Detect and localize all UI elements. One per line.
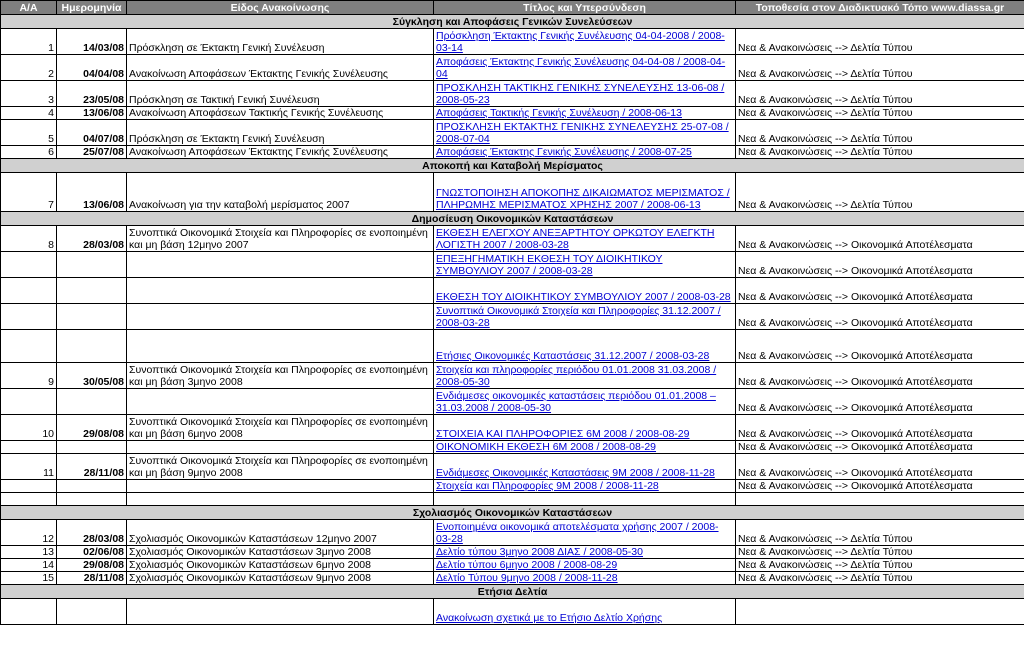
cell-date: 14/03/08 <box>57 29 127 55</box>
cell-index: 8 <box>1 226 57 252</box>
cell-location: Νεα & Ανακοινώσεις --> Οικονομικά Αποτέλεσματα <box>736 441 1024 454</box>
cell-index: 13 <box>1 546 57 559</box>
announcement-link[interactable]: ΕΠΕΞΗΓΗΜΑΤΙΚΗ ΕΚΘΕΣΗ ΤΟΥ ΔΙΟΙΚΗΤΙΚΟΥ ΣΥΜΒΟΥΛΙΟΥ 2007 / 2008-03-28 <box>436 253 663 277</box>
cell-date: 28/03/08 <box>57 520 127 546</box>
table-row <box>1 173 1024 212</box>
section-header-row <box>1 15 1024 29</box>
cell-kind <box>127 480 434 493</box>
cell-location: Νεα & Ανακοινώσεις --> Οικονομικά Αποτέλεσματα <box>736 304 1024 330</box>
cell-location: Νεα & Ανακοινώσεις --> Οικονομικά Αποτέλεσματα <box>736 454 1024 480</box>
announcement-link[interactable]: Αποφάσεις Έκτακτης Γενικής Συνέλευσης 04-04-08 / 2008-04-04 <box>436 56 726 80</box>
cell-kind: Ανακοίνωση Αποφάσεων Έκτακτης Γενικής Συνέλευσης <box>127 146 434 159</box>
cell-title-link <box>434 415 736 441</box>
announcement-link[interactable]: ΣΤΟΙΧΕΙΑ ΚΑΙ ΠΛΗΡΟΦΟΡΙΕΣ 6Μ 2008 / 2008-08-29 <box>436 428 690 440</box>
cell-index <box>1 599 57 625</box>
section-header-row <box>1 212 1024 226</box>
announcement-link[interactable]: Ανακοίνωση σχετικά με το Ετήσιο Δελτίο Χρήσης <box>436 612 663 624</box>
announcement-link[interactable]: Ετήσιες Οικονομικές Καταστάσεις 31.12.2007 / 2008-03-28 <box>436 350 710 362</box>
table-row <box>1 226 1024 252</box>
cell-location: Νεα & Ανακοινώσεις --> Οικονομικά Αποτέλεσματα <box>736 480 1024 493</box>
table-row <box>1 252 1024 278</box>
cell-kind: Συνοπτικά Οικονομικά Στοιχεία και Πληροφορίες σε ενοποιημένη και μη βάση 9μηνο 2008 <box>127 454 434 480</box>
cell-title-link <box>434 441 736 454</box>
header-title-link: Τίτλος και Υπερσύνδεση <box>434 1 736 15</box>
announcement-link[interactable]: ΠΡΟΣΚΛΗΣΗ ΕΚΤΑΚΤΗΣ ΓΕΝΙΚΗΣ ΣΥΝΕΛΕΥΣΗΣ 25-07-08 / 2008-07-04 <box>436 121 729 145</box>
cell-location: Νεα & Ανακοινώσεις --> Δελτία Τύπου <box>736 29 1024 55</box>
cell-kind: Πρόσκληση σε Έκτακτη Γενική Συνέλευση <box>127 29 434 55</box>
cell-location: Νεα & Ανακοινώσεις --> Δελτία Τύπου <box>736 146 1024 159</box>
cell-kind <box>127 278 434 304</box>
cell-title-link <box>434 107 736 120</box>
cell-title-link <box>434 304 736 330</box>
table-row <box>1 55 1024 81</box>
section-title: Σχολιασμός Οικονομικών Καταστάσεων <box>1 506 1024 520</box>
table-row <box>1 546 1024 559</box>
cell-kind: Ανακοίνωση για την καταβολή μερίσματος 2007 <box>127 173 434 212</box>
cell-date <box>57 480 127 493</box>
table-row <box>1 454 1024 480</box>
cell-location: Νεα & Ανακοινώσεις --> Οικονομικά Αποτέλεσματα <box>736 363 1024 389</box>
cell-title-link <box>434 55 736 81</box>
cell-date: 04/07/08 <box>57 120 127 146</box>
announcement-link[interactable]: ΓΝΩΣΤΟΠΟΙΗΣΗ ΑΠΟΚΟΠΗΣ ΔΙΚΑΙΩΜΑΤΟΣ ΜΕΡΙΣΜΑΤΟΣ / ΠΛΗΡΩΜΗΣ ΜΕΡΙΣΜΑΤΟΣ ΧΡΗΣΗΣ 2007 / 2008-06-13 <box>436 187 730 211</box>
cell-date: 28/11/08 <box>57 572 127 585</box>
cell-kind: Σχολιασμός Οικονομικών Καταστάσεων 9μηνο 2008 <box>127 572 434 585</box>
cell-index: 2 <box>1 55 57 81</box>
table-row <box>1 330 1024 363</box>
cell-title-link <box>434 546 736 559</box>
cell-title-link <box>434 29 736 55</box>
announcement-link[interactable]: Δελτίο Τύπου 9μηνο 2008 / 2008-11-28 <box>436 572 618 584</box>
table-row <box>1 520 1024 546</box>
table-row <box>1 493 1024 506</box>
cell-location: Νεα & Ανακοινώσεις --> Οικονομικά Αποτέλεσματα <box>736 278 1024 304</box>
cell-title-link <box>434 146 736 159</box>
cell-title-link <box>434 454 736 480</box>
cell-index <box>1 389 57 415</box>
cell-index <box>1 278 57 304</box>
cell-location: Νεα & Ανακοινώσεις --> Οικονομικά Αποτέλεσματα <box>736 389 1024 415</box>
section-title: Δημοσίευση Οικονομικών Καταστάσεων <box>1 212 1024 226</box>
cell-date <box>57 304 127 330</box>
table-row <box>1 599 1024 625</box>
cell-title-link <box>434 330 736 363</box>
cell-date: 02/06/08 <box>57 546 127 559</box>
cell-index <box>1 252 57 278</box>
cell-location: Νεα & Ανακοινώσεις --> Δελτία Τύπου <box>736 546 1024 559</box>
announcement-link[interactable]: Ενδιάμεσες οικονομικές καταστάσεις περιόδου 01.01.2008 – 31.03.2008 / 2008-05-30 <box>436 390 716 414</box>
section-title: Σύγκληση και Αποφάσεις Γενικών Συνελεύσεων <box>1 15 1024 29</box>
cell-title-link <box>434 120 736 146</box>
table-row <box>1 107 1024 120</box>
section-header-row <box>1 159 1024 173</box>
cell-index: 10 <box>1 415 57 441</box>
cell-date: 29/08/08 <box>57 559 127 572</box>
table-row <box>1 120 1024 146</box>
cell-title-link <box>434 363 736 389</box>
cell-location: Νεα & Ανακοινώσεις --> Δελτία Τύπου <box>736 120 1024 146</box>
cell-index: 14 <box>1 559 57 572</box>
cell-index: 11 <box>1 454 57 480</box>
cell-date <box>57 493 127 506</box>
cell-date: 13/06/08 <box>57 107 127 120</box>
cell-location: Νεα & Ανακοινώσεις --> Δελτία Τύπου <box>736 107 1024 120</box>
cell-kind: Πρόσκληση σε Τακτική Γενική Συνέλευση <box>127 81 434 107</box>
cell-title-link <box>434 226 736 252</box>
announcement-link[interactable]: ΟΙΚΟΝΟΜΙΚΗ ΕΚΘΕΣΗ 6Μ 2008 / 2008-08-29 <box>436 441 657 453</box>
table-row <box>1 480 1024 493</box>
announcement-link[interactable]: Πρόσκληση Έκτακτης Γενικής Συνέλευσης 04-04-2008 / 2008-03-14 <box>436 30 725 54</box>
cell-kind <box>127 441 434 454</box>
table-row <box>1 81 1024 107</box>
header-date: Ημερομηνία <box>57 1 127 15</box>
cell-date: 28/03/08 <box>57 226 127 252</box>
announcement-link[interactable]: ΠΡΟΣΚΛΗΣΗ ΤΑΚΤΙΚΗΣ ΓΕΝΙΚΗΣ ΣΥΝΕΛΕΥΣΗΣ 13-06-08 / 2008-05-23 <box>436 82 725 106</box>
announcement-link[interactable]: Στοιχεία και πληροφορίες περιόδου 01.01.2008 31.03.2008 / 2008-05-30 <box>436 364 717 388</box>
cell-index: 5 <box>1 120 57 146</box>
header-location: Τοποθεσία στον Διαδικτυακό Τόπο www.diassa.gr <box>736 1 1024 15</box>
table-row <box>1 304 1024 330</box>
cell-kind: Ανακοίνωση Αποφάσεων Τακτικής Γενικής Συνέλευσης <box>127 107 434 120</box>
cell-kind: Συνοπτικά Οικονομικά Στοιχεία και Πληροφορίες σε ενοποιημένη και μη βάση 6μηνο 2008 <box>127 415 434 441</box>
cell-kind: Πρόσκληση σε Έκτακτη Γενική Συνέλευση <box>127 120 434 146</box>
cell-kind: Συνοπτικά Οικονομικά Στοιχεία και Πληροφορίες σε ενοποιημένη και μη βάση 3μηνο 2008 <box>127 363 434 389</box>
cell-index <box>1 304 57 330</box>
cell-index: 4 <box>1 107 57 120</box>
cell-index <box>1 493 57 506</box>
cell-kind <box>127 330 434 363</box>
cell-date: 04/04/08 <box>57 55 127 81</box>
cell-date: 30/05/08 <box>57 363 127 389</box>
cell-index: 6 <box>1 146 57 159</box>
cell-kind: Σχολιασμός Οικονομικών Καταστάσεων 3μηνο 2008 <box>127 546 434 559</box>
announcement-link[interactable]: Αποφάσεις Τακτικής Γενικής Συνέλευση / 2008-06-13 <box>436 107 682 119</box>
cell-index: 12 <box>1 520 57 546</box>
cell-title-link <box>434 389 736 415</box>
cell-location: Νεα & Ανακοινώσεις --> Δελτία Τύπου <box>736 173 1024 212</box>
cell-index <box>1 441 57 454</box>
cell-date <box>57 330 127 363</box>
cell-date: 28/11/08 <box>57 454 127 480</box>
cell-kind <box>127 304 434 330</box>
table-row <box>1 146 1024 159</box>
cell-title-link <box>434 599 736 625</box>
announcement-link[interactable]: Ενδιάμεσες Οικονομικές Καταστάσεις 9Μ 2008 / 2008-11-28 <box>436 467 715 479</box>
table-row <box>1 559 1024 572</box>
header-row <box>1 1 1024 15</box>
cell-title-link <box>434 173 736 212</box>
cell-date <box>57 252 127 278</box>
announcement-link[interactable]: Δελτίο τύπου 3μηνο 2008 ΔΙΑΣ / 2008-05-30 <box>436 546 643 558</box>
announcement-link[interactable]: Ενοποιημένα οικονομικά αποτελέσματα χρήσης 2007 / 2008-03-28 <box>436 521 719 545</box>
cell-index <box>1 480 57 493</box>
cell-location: Νεα & Ανακοινώσεις --> Δελτία Τύπου <box>736 559 1024 572</box>
announcement-link[interactable]: Αποφάσεις Έκτακτης Γενικής Συνέλευσης / 2008-07-25 <box>436 146 692 158</box>
cell-index: 9 <box>1 363 57 389</box>
cell-date <box>57 441 127 454</box>
cell-location: Νεα & Ανακοινώσεις --> Οικονομικά Αποτέλεσματα <box>736 226 1024 252</box>
table-row <box>1 441 1024 454</box>
cell-location: Νεα & Ανακοινώσεις --> Δελτία Τύπου <box>736 55 1024 81</box>
announcement-link[interactable]: Στοιχεία και Πληροφορίες 9Μ 2008 / 2008-11-28 <box>436 480 659 492</box>
cell-location: Νεα & Ανακοινώσεις --> Οικονομικά Αποτέλεσματα <box>736 415 1024 441</box>
section-header-row <box>1 585 1024 599</box>
table-row <box>1 415 1024 441</box>
cell-kind: Συνοπτικά Οικονομικά Στοιχεία και Πληροφορίες σε ενοποιημένη και μη βάση 12μηνο 2007 <box>127 226 434 252</box>
cell-index: 7 <box>1 173 57 212</box>
cell-date <box>57 389 127 415</box>
cell-title-link <box>434 480 736 493</box>
cell-date <box>57 278 127 304</box>
cell-location: Νεα & Ανακοινώσεις --> Δελτία Τύπου <box>736 81 1024 107</box>
announcement-link[interactable]: ΕΚΘΕΣΗ ΤΟΥ ΔΙΟΙΚΗΤΙΚΟΥ ΣΥΜΒΟΥΛΙΟΥ 2007 / 2008-03-28 <box>436 291 731 303</box>
cell-location: Νεα & Ανακοινώσεις --> Οικονομικά Αποτέλεσματα <box>736 330 1024 363</box>
cell-kind <box>127 252 434 278</box>
cell-title-link <box>434 493 736 506</box>
table-row <box>1 29 1024 55</box>
table-row <box>1 363 1024 389</box>
announcement-link[interactable]: Δελτίο τύπου 6μηνο 2008 / 2008-08-29 <box>436 559 618 571</box>
cell-title-link <box>434 559 736 572</box>
cell-kind: Ανακοίνωση Αποφάσεων Έκτακτης Γενικής Συνέλευσης <box>127 55 434 81</box>
cell-date: 23/05/08 <box>57 81 127 107</box>
cell-location: Νεα & Ανακοινώσεις --> Δελτία Τύπου <box>736 520 1024 546</box>
table-row <box>1 572 1024 585</box>
cell-date <box>57 599 127 625</box>
cell-kind <box>127 599 434 625</box>
table-row <box>1 278 1024 304</box>
cell-location: Νεα & Ανακοινώσεις --> Οικονομικά Αποτέλεσματα <box>736 252 1024 278</box>
section-title: Ετήσια Δελτία <box>1 585 1024 599</box>
cell-kind: Σχολιασμός Οικονομικών Καταστάσεων 6μηνο 2008 <box>127 559 434 572</box>
cell-location <box>736 599 1024 625</box>
cell-kind <box>127 493 434 506</box>
section-header-row <box>1 506 1024 520</box>
cell-title-link <box>434 278 736 304</box>
cell-location: Νεα & Ανακοινώσεις --> Δελτία Τύπου <box>736 572 1024 585</box>
cell-date: 13/06/08 <box>57 173 127 212</box>
section-title: Αποκοπή και Καταβολή Μερίσματος <box>1 159 1024 173</box>
cell-index: 3 <box>1 81 57 107</box>
cell-title-link <box>434 520 736 546</box>
cell-index <box>1 330 57 363</box>
table-row <box>1 389 1024 415</box>
announcement-link[interactable]: Συνοπτικά Οικονομικά Στοιχεία και Πληροφορίες 31.12.2007 / 2008-03-28 <box>436 305 721 329</box>
table-body <box>1 15 1024 625</box>
cell-index: 1 <box>1 29 57 55</box>
cell-kind <box>127 389 434 415</box>
cell-index: 15 <box>1 572 57 585</box>
header-index: Α/Α <box>1 1 57 15</box>
cell-title-link <box>434 572 736 585</box>
cell-kind: Σχολιασμός Οικονομικών Καταστάσεων 12μηνο 2007 <box>127 520 434 546</box>
cell-title-link <box>434 252 736 278</box>
cell-location <box>736 493 1024 506</box>
header-kind: Είδος Ανακοίνωσης <box>127 1 434 15</box>
announcement-link[interactable]: ΕΚΘΕΣΗ ΕΛΕΓΧΟΥ ΑΝΕΞΑΡΤΗΤΟΥ ΟΡΚΩΤΟΥ ΕΛΕΓΚΤΗ ΛΟΓΙΣΤΗ 2007 / 2008-03-28 <box>436 227 715 251</box>
cell-title-link <box>434 81 736 107</box>
cell-date: 25/07/08 <box>57 146 127 159</box>
cell-date: 29/08/08 <box>57 415 127 441</box>
